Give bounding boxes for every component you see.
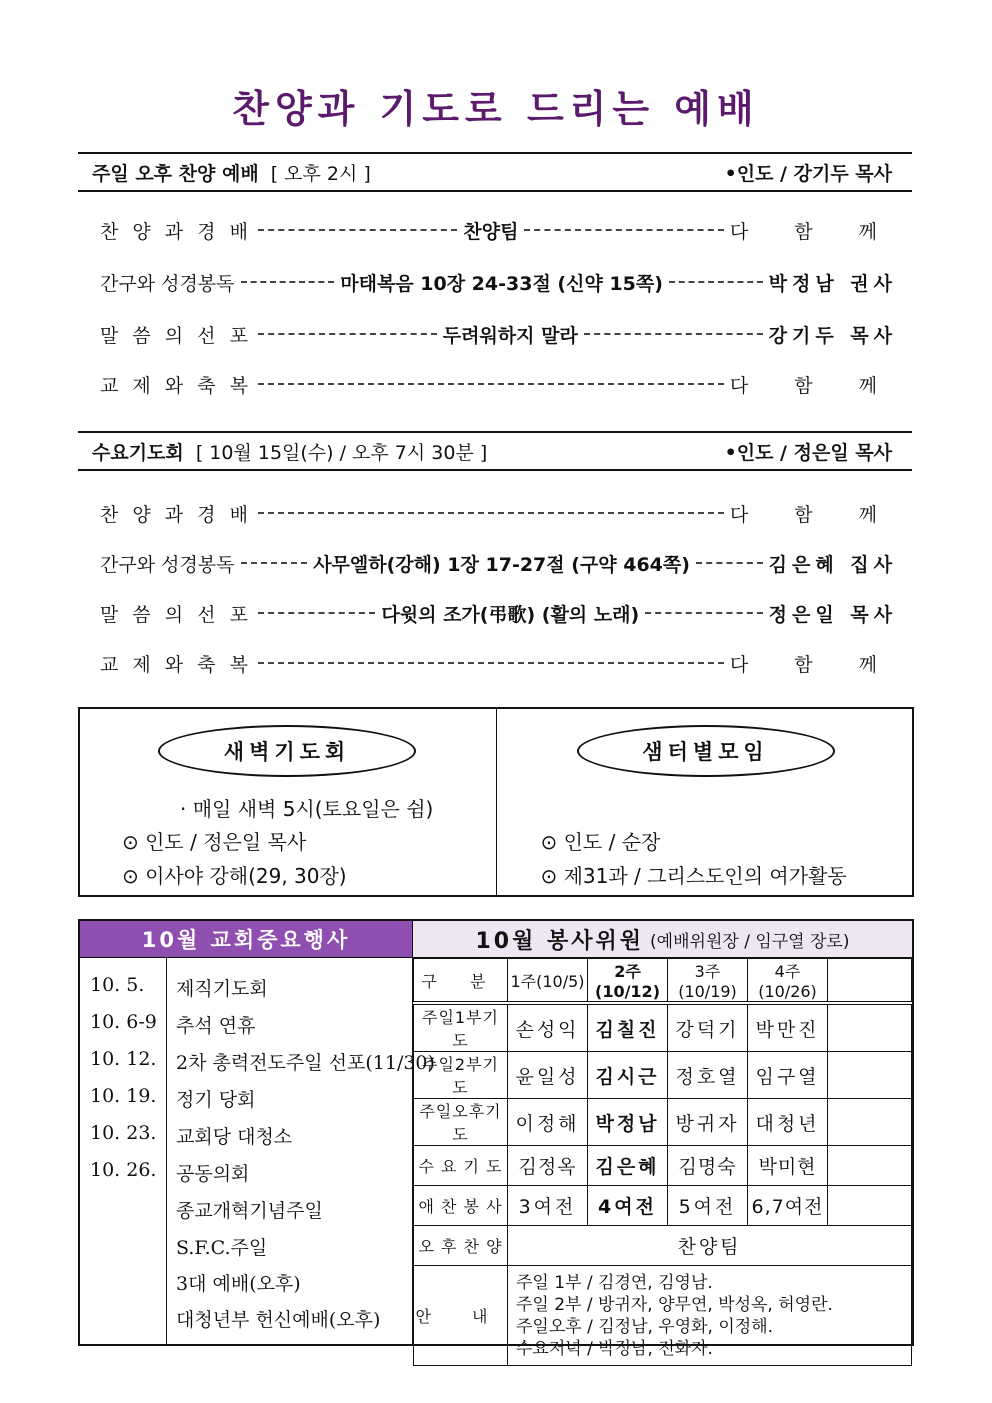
table-cell: 6,7여전: [748, 1186, 828, 1226]
row-label: 주일오후기도: [414, 1099, 508, 1146]
dash-leader: [258, 512, 724, 514]
empty-cell: [828, 1146, 912, 1186]
order-content: 두려워하지 말라: [442, 324, 578, 347]
row-label: 애 찬 봉 사: [414, 1186, 508, 1226]
service-title-bar: [413, 921, 912, 958]
table-row: [414, 1052, 912, 1099]
order-content: 찬양팀: [463, 220, 519, 243]
table-row: [414, 1146, 912, 1186]
dash-leader: [241, 281, 335, 283]
event-text: 3대 예배(오후): [176, 1273, 301, 1295]
cell-group-title: 샘터별모임: [577, 725, 835, 777]
order-label: 간구와 성경봉독: [100, 553, 235, 576]
order-row: [100, 368, 897, 400]
usher-line: 주일 1부 / 김경연, 김영남.: [516, 1272, 713, 1293]
event-text: 종교개혁기념주일: [176, 1200, 323, 1222]
sunday-service-leader: •인도 / 강기두 목사: [724, 162, 892, 185]
order-label: 말 씀 의 선 포: [100, 603, 252, 626]
dash-leader: [258, 662, 724, 664]
bottom-section: [78, 919, 914, 1359]
dawn-prayer-leader: ⊙ 인도 / 정은일 목사: [122, 830, 307, 854]
table-header-row: [414, 959, 912, 1004]
cell-group-panel: [496, 709, 913, 895]
order-person: 정은일 목사: [768, 603, 897, 626]
service-title: 10월 봉사위원: [475, 928, 645, 954]
table-cell: 대청년: [748, 1099, 828, 1146]
dash-leader: [645, 612, 762, 614]
wednesday-service-time: [ 10월 15일(수) / 오후 7시 30분 ]: [195, 441, 488, 464]
dash-leader: [669, 281, 763, 283]
empty-cell: [828, 1099, 912, 1146]
table-row: [414, 1099, 912, 1146]
table-cell: 4여전: [588, 1186, 668, 1226]
event-date: 10. 12.: [90, 1048, 157, 1070]
sunday-service-time: [ 오후 2시 ]: [270, 162, 371, 185]
table-cell: 김은혜: [588, 1146, 668, 1186]
event-text: 교회당 대청소: [176, 1126, 293, 1148]
order-row: [100, 214, 897, 246]
column-header: 3주(10/19): [668, 959, 748, 1004]
cell-group-lesson: ⊙ 제31과 / 그리스도인의 여가활동: [540, 864, 847, 888]
row-label: 주일2부기도: [414, 1052, 508, 1099]
table-cell: 손성익: [508, 1003, 588, 1052]
dash-leader: [241, 562, 308, 564]
row-label: 안 내: [414, 1266, 508, 1366]
table-cell: 5여전: [668, 1186, 748, 1226]
event-text: 2차 총력전도주일 선포(11/30): [176, 1052, 435, 1074]
dash-leader: [696, 562, 763, 564]
empty-cell: [828, 959, 912, 1004]
service-subtitle: (예배위원장 / 임구열 장로): [650, 931, 850, 952]
order-row: [100, 647, 897, 679]
table-row: [414, 1226, 912, 1266]
order-person: 박정남 권사: [768, 272, 897, 295]
event-date: 10. 19.: [90, 1085, 157, 1107]
usher-line: 주일오후 / 김정남, 우영화, 이정해.: [516, 1316, 774, 1337]
order-row: [100, 497, 897, 529]
dash-leader: [258, 333, 437, 335]
table-cell: 박미현: [748, 1146, 828, 1186]
table-cell: 임구열: [748, 1052, 828, 1099]
service-table: [413, 958, 912, 1366]
event-date: 10. 23.: [90, 1122, 157, 1144]
usher-info-cell: [508, 1266, 912, 1366]
table-cell: 강덕기: [668, 1003, 748, 1052]
dawn-prayer-title: 새벽기도회: [158, 725, 416, 777]
row-label: 오 후 찬 양: [414, 1226, 508, 1266]
row-label: 수 요 기 도: [414, 1146, 508, 1186]
order-person: 김은혜 집사: [768, 553, 898, 576]
order-person: 강기두 목사: [768, 324, 898, 347]
sunday-service-name: 주일 오후 찬양 예배: [92, 162, 259, 185]
dawn-prayer-schedule: · 매일 새벽 5시(토요일은 쉼): [180, 797, 434, 821]
table-cell: 방귀자: [668, 1099, 748, 1146]
order-content: 다윗의 조가(弔歌) (활의 노래): [381, 603, 640, 626]
order-row: [100, 547, 897, 579]
table-cell: 3여전: [508, 1186, 588, 1226]
dash-leader: [258, 229, 457, 231]
dawn-prayer-panel: [80, 709, 496, 895]
usher-line: 수요저녁 / 박정남, 전화자.: [516, 1338, 713, 1359]
event-text: 제직기도회: [176, 978, 268, 1000]
dawn-prayer-topic: ⊙ 이사야 강해(29, 30장): [122, 864, 347, 888]
wednesday-service-header: [78, 431, 912, 471]
event-text: 대청년부 헌신예배(오후): [176, 1309, 381, 1331]
events-divider: [166, 958, 167, 1344]
order-label: 찬 양 과 경 배: [100, 220, 252, 243]
sunday-service-header: [78, 152, 912, 192]
table-row: [414, 1003, 912, 1052]
table-cell: 박만진: [748, 1003, 828, 1052]
empty-cell: [828, 1186, 912, 1226]
dash-leader: [258, 612, 375, 614]
table-cell: 박정남: [588, 1099, 668, 1146]
order-person: 다 함 께: [729, 374, 897, 397]
afternoon-choir-cell: 찬양팀: [508, 1226, 912, 1266]
column-header: 2주(10/12): [588, 959, 668, 1004]
order-label: 간구와 성경봉독: [100, 272, 235, 295]
column-header: 4주(10/26): [748, 959, 828, 1004]
order-content: 마태복음 10장 24-33절 (신약 15쪽): [340, 272, 663, 295]
event-text: 추석 연휴: [176, 1015, 256, 1037]
dash-leader: [584, 333, 763, 335]
row-label: 주일1부기도: [414, 1003, 508, 1052]
table-cell: 윤일성: [508, 1052, 588, 1099]
usher-line: 주일 2부 / 방귀자, 양무연, 박성옥, 허영란.: [516, 1294, 833, 1315]
cell-group-leader: ⊙ 인도 / 순장: [540, 830, 661, 854]
column-header: 구 분: [414, 959, 508, 1004]
order-person: 다 함 께: [729, 653, 897, 676]
events-list: [80, 958, 435, 1344]
dash-leader: [524, 229, 723, 231]
order-row: [100, 597, 897, 629]
event-text: 정기 당회: [176, 1089, 256, 1111]
order-person: 다 함 께: [729, 503, 897, 526]
table-cell: 김정옥: [508, 1146, 588, 1186]
table-cell: 이정해: [508, 1099, 588, 1146]
events-title: 10월 교회중요행사: [80, 921, 413, 958]
dash-leader: [258, 383, 724, 385]
meetings-box: [78, 707, 914, 897]
order-label: 찬 양 과 경 배: [100, 503, 252, 526]
empty-cell: [828, 1003, 912, 1052]
table-row: [414, 1186, 912, 1226]
table-cell: 김칠진: [588, 1003, 668, 1052]
event-date: 10. 6-9: [90, 1011, 157, 1033]
table-cell: 정호열: [668, 1052, 748, 1099]
event-date: 10. 26.: [90, 1159, 157, 1181]
order-row: [100, 318, 897, 350]
column-header: 1주(10/5): [508, 959, 588, 1004]
page-title: 찬양과 기도로 드리는 예배: [232, 87, 760, 131]
order-label: 교 제 와 축 복: [100, 653, 252, 676]
table-cell: 김시근: [588, 1052, 668, 1099]
empty-cell: [828, 1052, 912, 1099]
wednesday-service-leader: •인도 / 정은일 목사: [724, 441, 892, 464]
order-row: [100, 266, 897, 298]
event-text: 공동의회: [176, 1163, 250, 1185]
table-cell: 김명숙: [668, 1146, 748, 1186]
order-label: 교 제 와 축 복: [100, 374, 252, 397]
table-row: [414, 1266, 912, 1366]
event-date: 10. 5.: [90, 974, 145, 996]
order-label: 말 씀 의 선 포: [100, 324, 252, 347]
event-text: S.F.C.주일: [176, 1237, 268, 1259]
order-person: 다 함 께: [729, 220, 897, 243]
order-content: 사무엘하(강해) 1장 17-27절 (구약 464쪽): [313, 553, 690, 576]
wednesday-service-name: 수요기도회: [92, 441, 184, 464]
